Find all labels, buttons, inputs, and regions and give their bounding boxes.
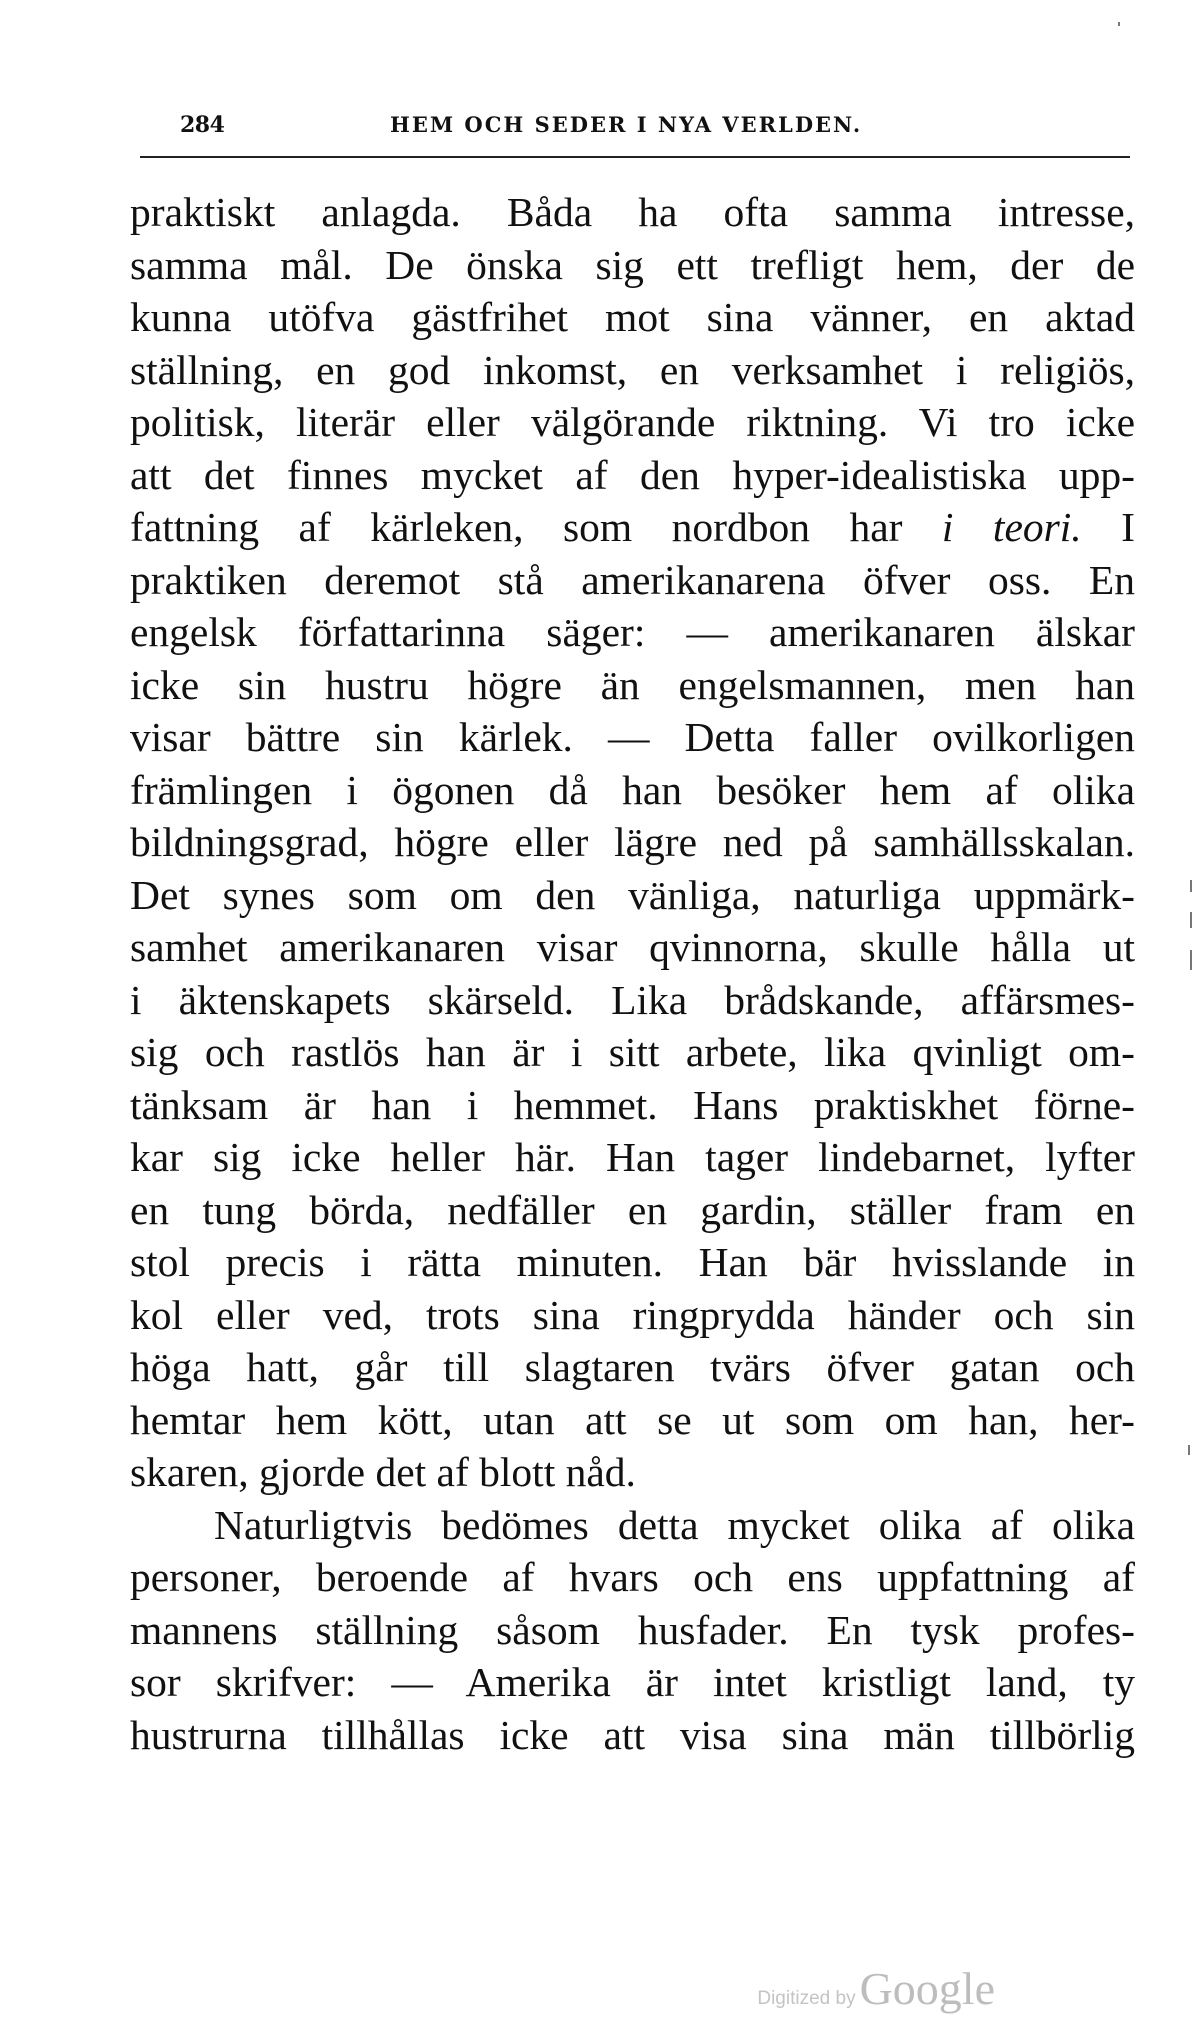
text-line: hustrurna tillhållas icke att visa sina män tillbörlig bbox=[130, 1711, 1135, 1758]
text-line: att det finnes mycket af den hyper-idealistiska upp- bbox=[130, 451, 1135, 498]
digitized-watermark bbox=[757, 1962, 995, 2015]
text-line: kol eller ved, trots sina ringprydda händer och sin bbox=[130, 1291, 1135, 1338]
text-line: bildningsgrad, högre eller lägre ned på samhällsskalan. bbox=[130, 819, 1135, 865]
page-number: 284 bbox=[180, 112, 225, 138]
italic-phrase: i teori. bbox=[941, 504, 1082, 550]
google-logo: Google bbox=[859, 1963, 995, 2014]
text-line: praktiken deremot stå amerikanarena öfver oss. En bbox=[130, 556, 1135, 603]
scan-speck bbox=[1118, 22, 1120, 26]
text-line: mannens ställning såsom husfader. En tysk profes- bbox=[130, 1606, 1135, 1653]
text-line: personer, beroende af hvars och ens uppfattning af bbox=[130, 1554, 1135, 1600]
header-rule bbox=[140, 156, 1130, 158]
text-line: främlingen i ögonen då han besöker hem af olika bbox=[130, 766, 1135, 813]
running-title: HEM OCH SEDER I NYA VERLDEN. bbox=[390, 112, 863, 137]
text-line: engelsk författarinna säger: — amerikanaren älskar bbox=[130, 609, 1135, 655]
watermark-prefix: Digitized by bbox=[757, 1988, 856, 2009]
paragraph-start-line: Naturligtvis bedömes detta mycket olika af olika bbox=[214, 1501, 1135, 1548]
text-line: sig och rastlös han är i sitt arbete, lika qvinligt om- bbox=[130, 1029, 1135, 1075]
text-line: sor skrifver: — Amerika är intet kristligt land, ty bbox=[130, 1659, 1135, 1705]
text-line: tänksam är han i hemmet. Hans praktiskhet förne- bbox=[130, 1081, 1135, 1128]
scan-speck bbox=[1190, 912, 1192, 928]
text-line: i äktenskapets skärseld. Lika brådskande, affärsmes- bbox=[130, 976, 1135, 1023]
text-line: hemtar hem kött, utan att se ut som om han, her- bbox=[130, 1396, 1135, 1443]
text-segment: fattning af kärleken, som nordbon har bbox=[130, 504, 903, 550]
paragraph-end-line: skaren, gjorde det af blott nåd. bbox=[130, 1449, 636, 1495]
scan-speck bbox=[1188, 1445, 1190, 1455]
text-line: en tung börda, nedfäller en gardin, ställer fram en bbox=[130, 1186, 1135, 1233]
text-line-with-italic bbox=[130, 501, 1135, 554]
page-header bbox=[140, 108, 1130, 148]
text-line: samhet amerikanaren visar qvinnorna, skulle hålla ut bbox=[130, 924, 1135, 970]
text-line: praktiskt anlagda. Båda ha ofta samma intresse, bbox=[130, 189, 1135, 235]
text-line: stol precis i rätta minuten. Han bär hvisslande in bbox=[130, 1239, 1135, 1285]
text-line: höga hatt, går till slagtaren tvärs öfver gatan och bbox=[130, 1344, 1135, 1390]
text-line: samma mål. De önska sig ett trefligt hem, der de bbox=[130, 241, 1135, 288]
text-line: kar sig icke heller här. Han tager lindebarnet, lyfter bbox=[130, 1134, 1135, 1180]
scan-speck bbox=[1190, 880, 1192, 892]
text-line: icke sin hustru högre än engelsmannen, men han bbox=[130, 661, 1135, 708]
text-line: ställning, en god inkomst, en verksamhet i religiös, bbox=[130, 346, 1135, 393]
text-line: politisk, literär eller välgörande riktning. Vi tro icke bbox=[130, 399, 1135, 445]
scan-speck bbox=[1190, 950, 1192, 970]
text-line: Det synes som om den vänliga, naturliga uppmärk- bbox=[130, 871, 1135, 918]
text-segment: I bbox=[1121, 504, 1135, 550]
text-line: visar bättre sin kärlek. — Detta faller ovilkorligen bbox=[130, 714, 1135, 760]
text-line: kunna utöfva gästfrihet mot sina vänner, en aktad bbox=[130, 294, 1135, 340]
body-text bbox=[130, 186, 1135, 1761]
